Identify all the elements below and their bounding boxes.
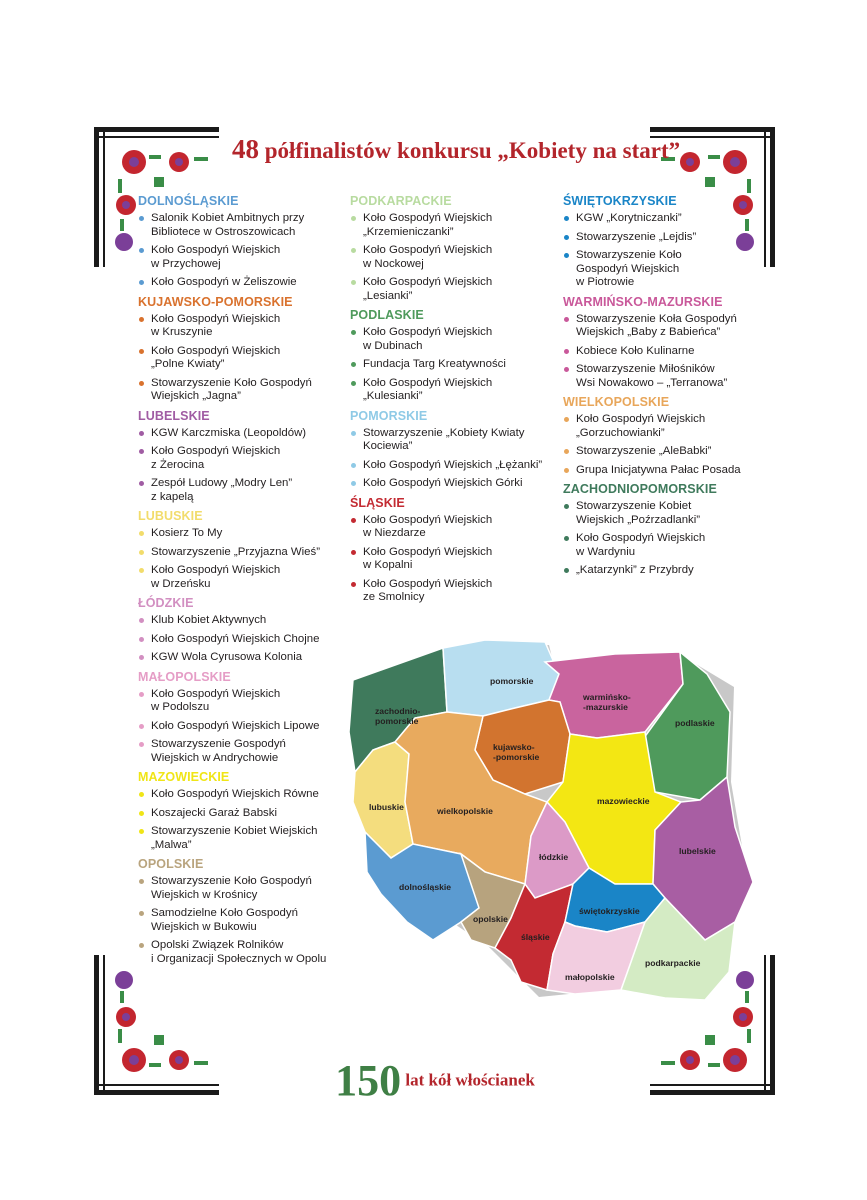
bullet-dot-icon	[139, 248, 144, 253]
bullet-dot-icon	[139, 349, 144, 354]
bullet-dot-icon	[139, 829, 144, 834]
list-item	[563, 363, 773, 390]
bullet-dot-icon	[564, 417, 569, 422]
region-heading: PODLASKIE	[350, 308, 424, 322]
region-heading: POMORSKIE	[350, 408, 428, 423]
bullet-dot-icon	[139, 568, 144, 573]
region-section	[563, 295, 773, 391]
region-heading: PODKARPACKIE	[350, 194, 452, 208]
list-item	[138, 445, 348, 472]
map-label-lubuskie: lubuskie	[369, 802, 404, 812]
list-item	[138, 738, 348, 765]
bullet-dot-icon	[351, 248, 356, 253]
list-item	[350, 276, 560, 303]
list-item	[138, 427, 348, 441]
entry-text: Koło Gospodyń Wiejskich z Żerocina	[151, 445, 281, 471]
entry-text: Stowarzyszenie Koło Gospodyń Wiejskich w Krośnicy	[151, 875, 312, 901]
bullet-dot-icon	[564, 317, 569, 322]
region-section	[350, 496, 560, 605]
bullet-dot-icon	[139, 531, 144, 536]
page-title	[232, 134, 681, 165]
bullet-dot-icon	[351, 431, 356, 436]
list-item	[350, 358, 560, 372]
map-label-slaskie: śląskie	[521, 932, 550, 942]
list-item	[138, 527, 348, 541]
list-item	[138, 720, 348, 734]
list-item	[138, 212, 348, 239]
list-item	[138, 788, 348, 802]
entry-text: Opolski Związek Rolników i Organizacji Społecznych w Opolu	[151, 939, 327, 965]
map-label-podlaskie: podlaskie	[675, 718, 715, 728]
entry-text: Stowarzyszenie Koło Gospodyń Wiejskich „Jagna”	[151, 376, 312, 402]
entry-text: Koło Gospodyń Wiejskich „Krzemieniczanki”	[363, 212, 493, 238]
entry-text: Stowarzyszenie Miłośników Wsi Nowakowo – „Terranowa”	[576, 363, 728, 389]
region-section	[138, 596, 348, 665]
bullet-dot-icon	[139, 724, 144, 729]
list-item	[138, 546, 348, 560]
entry-text: Koło Gospodyń Wiejskich Chojne	[151, 632, 320, 645]
bullet-dot-icon	[564, 235, 569, 240]
list-item	[563, 231, 773, 245]
map-label-swietokrzyskie: świętokrzyskie	[579, 906, 640, 916]
entry-text: Zespół Ludowy „Modry Len” z kapelą	[151, 477, 293, 503]
region-heading: LUBUSKIE	[138, 509, 203, 523]
entry-list	[563, 313, 773, 391]
map-label-wielkopolskie: wielkopolskie	[437, 806, 493, 816]
list-item	[563, 532, 773, 559]
column-left	[138, 194, 348, 971]
entry-list	[563, 500, 773, 578]
entry-text: Koło Gospodyń Wiejskich w Kruszynie	[151, 312, 281, 338]
entry-list	[138, 427, 348, 505]
entry-list	[350, 326, 560, 404]
entry-text: Koło Gospodyń Wiejskich w Nockowej	[363, 244, 493, 270]
entry-text: Koło Gospodyń Wiejskich w Kopalni	[363, 545, 493, 571]
entry-text: Koło Gospodyń Wiejskich „Polne Kwiaty”	[151, 344, 281, 370]
entry-list	[563, 413, 773, 477]
entry-text: Salonik Kobiet Ambitnych przy Bibliotece w Ostroszowicach	[151, 212, 305, 238]
entry-text: Kobiece Koło Kulinarne	[576, 344, 695, 357]
list-item	[138, 875, 348, 902]
list-item	[563, 464, 773, 478]
entry-list	[350, 427, 560, 491]
entry-text: Stowarzyszenie Koło Gospodyń Wiejskich w Piotrowie	[576, 249, 682, 288]
bullet-dot-icon	[139, 911, 144, 916]
region-section	[563, 482, 773, 578]
entry-list	[138, 788, 348, 852]
map-label-lodzkie: łódzkie	[539, 852, 569, 862]
list-item	[563, 500, 773, 527]
entry-list	[138, 875, 348, 966]
entry-list	[350, 514, 560, 605]
bullet-dot-icon	[139, 280, 144, 285]
map-label-zachodniopomorskie: zachodnio-pomorskie	[375, 706, 421, 726]
bullet-dot-icon	[139, 216, 144, 221]
list-item	[350, 377, 560, 404]
region-heading: WIELKOPOLSKIE	[563, 395, 670, 409]
entry-text: KGW „Korytniczanki”	[576, 212, 682, 224]
entry-text: KGW Wola Cyrusowa Kolonia	[151, 651, 303, 663]
list-item	[138, 477, 348, 504]
entry-list	[563, 212, 773, 290]
entry-text: Koło Gospodyń w Żeliszowie	[151, 276, 297, 288]
list-item	[138, 651, 348, 665]
entry-text: Koło Gospodyń Wiejskich Górki	[363, 477, 523, 489]
entry-text: Koło Gospodyń Wiejskich w Drzeńsku	[151, 564, 281, 590]
map-label-dolnoslaskie: dolnośląskie	[399, 882, 452, 892]
bullet-dot-icon	[139, 879, 144, 884]
entry-text: Stowarzyszenie Gospodyń Wiejskich w Andrychowie	[151, 738, 286, 764]
list-item	[138, 688, 348, 715]
list-item	[563, 249, 773, 290]
title-number: 48	[232, 134, 259, 164]
region-heading: ŁÓDZKIE	[138, 596, 194, 610]
map-label-opolskie: opolskie	[473, 914, 508, 924]
list-item	[350, 546, 560, 573]
entry-text: Samodzielne Koło Gospodyń Wiejskich w Bukowiu	[151, 907, 298, 933]
entry-text: Stowarzyszenie „Lejdis”	[576, 230, 697, 243]
region-section	[138, 295, 348, 404]
list-item	[138, 345, 348, 372]
map-label-warminsko-mazurskie: warmińsko--mazurskie	[583, 692, 631, 712]
bullet-dot-icon	[351, 463, 356, 468]
entry-text: Koło Gospodyń Wiejskich w Niezdarze	[363, 513, 493, 539]
map-label-lubelskie: lubelskie	[679, 846, 716, 856]
region-heading: MAZOWIECKIE	[138, 770, 230, 784]
bullet-dot-icon	[564, 367, 569, 372]
bullet-dot-icon	[139, 792, 144, 797]
entry-list	[138, 212, 348, 290]
bullet-dot-icon	[139, 692, 144, 697]
entry-text: Koło Gospodyń Wiejskich „Lesianki”	[363, 276, 493, 302]
entry-text: Stowarzyszenie Koła Gospodyń Wiejskich „Baby z Babieńca”	[576, 312, 737, 338]
list-item	[563, 564, 773, 578]
entry-list	[138, 527, 348, 591]
map-label-podkarpackie: podkarpackie	[645, 958, 701, 968]
entry-text: KGW Karczmiska (Leopoldów)	[151, 426, 307, 439]
list-item	[350, 477, 560, 491]
footer-text: lat kół włościanek	[401, 1070, 535, 1090]
footer-number: 150	[335, 1056, 402, 1105]
bullet-dot-icon	[564, 349, 569, 354]
list-item	[350, 514, 560, 541]
region-heading: DOLNOŚLĄSKIE	[138, 194, 239, 208]
region-heading: ZACHODNIOPOMORSKIE	[563, 482, 717, 496]
region-heading: OPOLSKIE	[138, 857, 204, 871]
bullet-dot-icon	[564, 568, 569, 573]
entry-text: Grupa Inicjatywna Pałac Posada	[576, 463, 741, 476]
list-item	[138, 377, 348, 404]
entry-text: Koło Gospodyń Wiejskich Lipowe	[151, 719, 320, 732]
map-label-malopolskie: małopolskie	[565, 972, 615, 982]
bullet-dot-icon	[139, 381, 144, 386]
folk-ornament-bottom-left-icon	[94, 955, 219, 1095]
bullet-dot-icon	[351, 330, 356, 335]
entry-text: Stowarzyszenie „Przyjazna Wieś”	[151, 545, 321, 558]
poland-regions-map	[335, 622, 755, 1017]
bullet-dot-icon	[351, 362, 356, 367]
bullet-dot-icon	[139, 811, 144, 816]
bullet-dot-icon	[139, 637, 144, 642]
region-section	[138, 409, 348, 505]
bullet-dot-icon	[564, 536, 569, 541]
entry-list	[138, 688, 348, 766]
list-item	[563, 413, 773, 440]
list-item	[138, 907, 348, 934]
bullet-dot-icon	[351, 280, 356, 285]
entry-text: Koło Gospodyń Wiejskich „Gorzuchowianki”	[576, 413, 706, 439]
bullet-dot-icon	[139, 317, 144, 322]
list-item	[350, 326, 560, 353]
bullet-dot-icon	[564, 253, 569, 258]
entry-text: „Katarzynki” z Przybrdy	[576, 564, 694, 576]
list-item	[138, 564, 348, 591]
entry-text: Koło Gospodyń Wiejskich Równe	[151, 788, 319, 800]
region-heading: ŚWIĘTOKRZYSKIE	[563, 194, 677, 208]
entry-text: Klub Kobiet Aktywnych	[151, 614, 267, 626]
column-middle	[350, 194, 560, 610]
region-section	[138, 670, 348, 766]
entry-text: Stowarzyszenie Kobiet Wiejskich „Poźrzadlanki”	[576, 500, 701, 526]
bullet-dot-icon	[351, 381, 356, 386]
bullet-dot-icon	[564, 216, 569, 221]
list-item	[138, 614, 348, 628]
bullet-dot-icon	[139, 481, 144, 486]
region-section	[138, 857, 348, 966]
entry-text: Koło Gospodyń Wiejskich w Wardyniu	[576, 532, 706, 558]
list-item	[563, 345, 773, 359]
entry-text: Stowarzyszenie Kobiet Wiejskich „Malwa”	[151, 825, 318, 851]
title-text: półfinalistów konkursu „Kobiety na start”	[259, 138, 681, 163]
entry-list	[350, 212, 560, 303]
list-item	[563, 313, 773, 340]
list-item	[138, 313, 348, 340]
bullet-dot-icon	[564, 468, 569, 473]
bullet-dot-icon	[351, 550, 356, 555]
list-item	[138, 244, 348, 271]
entry-text: Koło Gospodyń Wiejskich w Przychowej	[151, 244, 281, 270]
bullet-dot-icon	[139, 618, 144, 623]
list-item	[350, 459, 560, 473]
bullet-dot-icon	[564, 449, 569, 454]
bullet-dot-icon	[351, 518, 356, 523]
region-section	[138, 194, 348, 290]
region-heading: KUJAWSKO-POMORSKIE	[138, 294, 293, 309]
entry-text: Koło Gospodyń Wiejskich ze Smolnicy	[363, 577, 493, 603]
bullet-dot-icon	[351, 481, 356, 486]
entry-text: Koło Gospodyń Wiejskich w Dubinach	[363, 326, 493, 352]
map-label-kujawsko-pomorskie: kujawsko--pomorskie	[493, 742, 540, 762]
list-item	[563, 445, 773, 459]
entry-text: Stowarzyszenie „Kobiety Kwiaty Kociewia”	[363, 426, 525, 452]
list-item	[350, 212, 560, 239]
list-item	[138, 807, 348, 821]
bullet-dot-icon	[564, 504, 569, 509]
list-item	[350, 427, 560, 454]
region-section	[563, 194, 773, 290]
list-item	[350, 578, 560, 605]
entry-text: Koło Gospodyń Wiejskich „Kulesianki”	[363, 376, 493, 402]
region-heading: LUBELSKIE	[138, 408, 210, 423]
region-heading: WARMIŃSKO-MAZURSKIE	[563, 294, 723, 309]
anniversary-footer	[300, 1055, 570, 1106]
map-label-mazowieckie: mazowieckie	[597, 796, 650, 806]
entry-text: Fundacja Targ Kreatywności	[363, 358, 506, 370]
bullet-dot-icon	[351, 582, 356, 587]
list-item	[563, 212, 773, 226]
bullet-dot-icon	[139, 449, 144, 454]
entry-list	[138, 313, 348, 404]
entry-text: Koło Gospodyń Wiejskich w Podolszu	[151, 687, 281, 713]
column-right	[563, 194, 773, 583]
region-heading: MAŁOPOLSKIE	[138, 669, 231, 684]
region-section	[350, 194, 560, 303]
map-label-pomorskie: pomorskie	[490, 676, 534, 686]
region-section	[138, 509, 348, 591]
list-item	[350, 244, 560, 271]
list-item	[138, 825, 348, 852]
list-item	[138, 939, 348, 966]
entry-text: Kosierz To My	[151, 527, 223, 539]
entry-text: Koło Gospodyń Wiejskich „Łężanki”	[363, 458, 543, 471]
list-item	[138, 276, 348, 290]
region-heading: ŚLĄSKIE	[350, 495, 405, 510]
region-section	[138, 770, 348, 852]
entry-text: Stowarzyszenie „AleBabki”	[576, 445, 712, 457]
bullet-dot-icon	[139, 742, 144, 747]
bullet-dot-icon	[139, 431, 144, 436]
list-item	[138, 633, 348, 647]
bullet-dot-icon	[139, 550, 144, 555]
bullet-dot-icon	[351, 216, 356, 221]
region-section	[350, 308, 560, 404]
region-section	[563, 395, 773, 477]
entry-list	[138, 614, 348, 665]
bullet-dot-icon	[139, 655, 144, 660]
bullet-dot-icon	[139, 943, 144, 948]
entry-text: Koszajecki Garaż Babski	[151, 806, 277, 819]
region-section	[350, 409, 560, 491]
